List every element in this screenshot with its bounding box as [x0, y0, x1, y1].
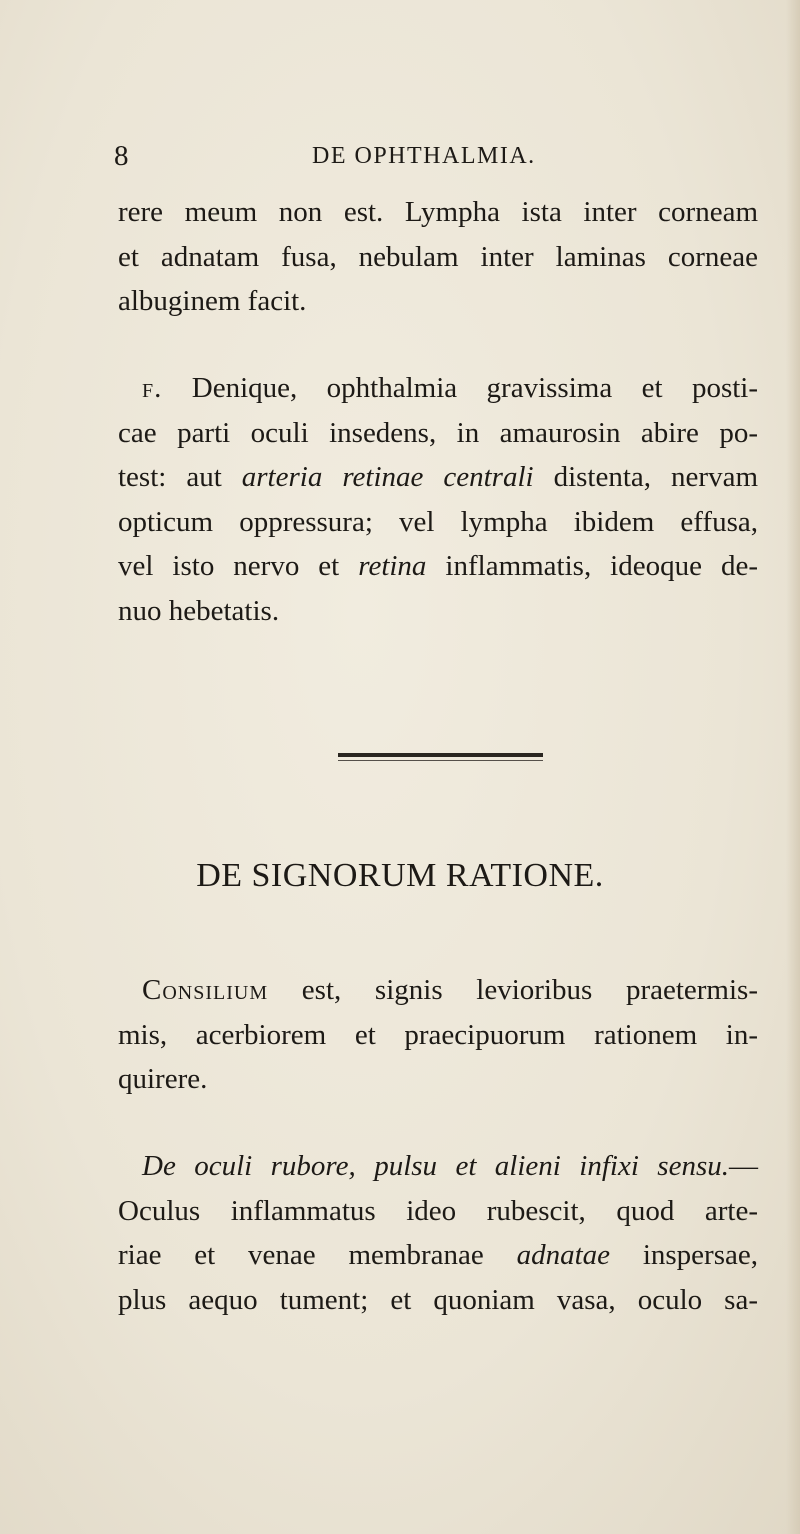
- italic-span: arteria retinae centrali: [241, 461, 534, 493]
- text-line: [118, 544, 758, 589]
- running-head-title: DE OPHTHALMIA.: [312, 143, 536, 169]
- text-span: Denique, ophthalmia gravissima et posti-: [191, 372, 758, 404]
- section-heading: DE SIGNORUM RATIONE.: [196, 857, 604, 894]
- paragraph-f: [118, 366, 758, 633]
- italic-span: adnatae: [516, 1239, 611, 1271]
- text-line: [118, 1233, 758, 1278]
- running-head: [114, 136, 614, 176]
- text-line: mis, acerbiorem et praecipuorum rationem in-: [118, 1018, 758, 1051]
- text-span: est, signis levioribus praetermis-: [268, 974, 758, 1006]
- page-number: 8: [114, 140, 129, 172]
- text-span: inflammatis, ideoque de-: [426, 550, 758, 582]
- text-span: —: [729, 1150, 758, 1182]
- text-span: distenta, nervam: [533, 461, 758, 493]
- text-line: et adnatam fusa, nebulam inter laminas corneae: [118, 240, 758, 273]
- paragraph-continuation: [118, 190, 758, 324]
- page-edge-shadow: [786, 0, 800, 1534]
- text-span: test: aut: [118, 461, 242, 493]
- text-line: cae parti oculi insedens, in amaurosin abire po-: [118, 416, 758, 449]
- text-line: [118, 366, 758, 411]
- text-line: albuginem facit.: [118, 285, 307, 317]
- section-divider: [338, 753, 543, 757]
- paragraph-consilium: [118, 968, 758, 1102]
- text-line: [118, 968, 758, 1013]
- text-line: quirere.: [118, 1063, 208, 1095]
- text-span: inspersae,: [610, 1239, 758, 1271]
- text-span: riae et venae membranae: [118, 1239, 517, 1271]
- text-line: rere meum non est. Lympha ista inter corneam: [118, 196, 758, 228]
- text-line: nuo hebetatis.: [118, 594, 280, 627]
- section-divider-thin: [338, 760, 543, 761]
- italic-span: De oculi rubore, pulsu et alieni infixi sensu.: [142, 1150, 729, 1182]
- text-line: Oculus inflammatus ideo rubescit, quod arte-: [118, 1194, 758, 1227]
- paragraph-marker: f.: [142, 372, 163, 404]
- paragraph-de-oculi: [118, 1144, 758, 1322]
- text-line: [118, 1144, 758, 1189]
- text-line: plus aequo tument; et quoniam vasa, oculo sa-: [118, 1283, 758, 1316]
- text-span: vel isto nervo et: [118, 550, 359, 582]
- italic-span: retina: [358, 550, 427, 582]
- text-line: opticum oppressura; vel lympha ibidem effusa,: [118, 505, 758, 538]
- smallcaps-span: Consilium: [142, 974, 269, 1006]
- text-line: [118, 455, 758, 500]
